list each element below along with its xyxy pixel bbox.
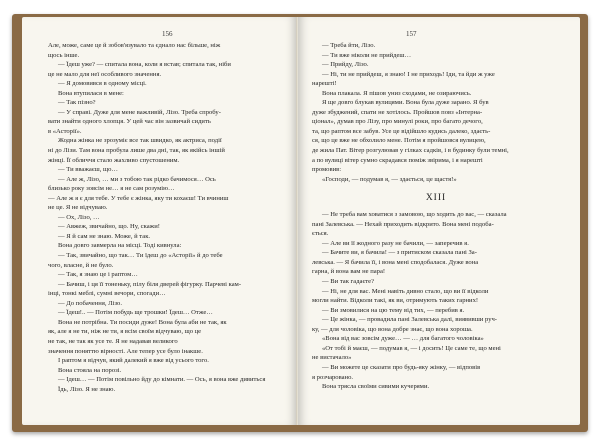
- text-line: — До побачення, Лізо.: [58, 299, 122, 307]
- text-line: близько року зовсім не… я не сам розумію…: [48, 185, 175, 193]
- text-line: ку, — для чоловіка, що вона добре знає, що вона хороша.: [312, 325, 473, 333]
- text-line: Я ще довго блукав вулицями. Вона була дуже зарано. Я був: [322, 99, 489, 107]
- text-line: «Вона від вас зовсім дуже… — … для багатого чоловіка»: [322, 335, 484, 343]
- text-line: пані Залевська. — Нехай приходить відкрито. Вона мені подоба-: [312, 220, 494, 228]
- text-line: — Ви так гадаєте?: [322, 278, 375, 286]
- text-line: Вона трясла своїми сивими кучерями.: [322, 383, 430, 391]
- page-number-right: 157: [406, 30, 417, 38]
- text-line: — Ти вважаєш, що…: [58, 166, 119, 174]
- text-line: — Їдеш уже? — спитала вона, коли я встав; спитала так, ніби: [58, 61, 231, 69]
- text-line: — Так, звичайно, що так… Ти їдеш до «Асторії» й до тебе: [58, 252, 223, 260]
- text-line: Вона втупилася в мене:: [58, 89, 124, 97]
- right-page-text-bottom: [312, 210, 560, 391]
- text-line: — У справі. Дуже для мене важливій, Лізо. Треба спробу-: [58, 108, 221, 116]
- text-line: ся, що це вже не обхолило мене. Потім я пройшовся вулицею,: [312, 137, 486, 145]
- text-line: — Бачите ви, я бачила! — з притиском сказала пані За-: [322, 249, 477, 257]
- text-line: Але, може, саме це й зобов'язувало та єднало нас більше, ніж: [48, 42, 221, 49]
- text-line: — Ні, ти не прийдеш, я знаю! І не приходь! Іди, та йди ж уже: [322, 70, 495, 78]
- text-line: — Це жінка, — провадила пані Залевська далі, виявивши руч-: [322, 316, 498, 324]
- text-line: — Ти вже ніколи не прийдеш…: [322, 51, 412, 59]
- text-line: — Їдеш!.. — Потім побудь ще трошки! Їдеш… Отже…: [58, 309, 213, 317]
- text-line: значення поняттю вірності. Але тепер усе було інакше.: [48, 347, 203, 355]
- text-line: Жодна жінка не зрозуміє все так швидко, як актриса, події: [58, 137, 222, 145]
- left-page-text: [48, 41, 287, 394]
- right-page-text-top: [312, 41, 560, 184]
- text-line: — Авжеж, звичайно, що. Ну, скажи!: [58, 223, 160, 231]
- text-line: не це. Я не відчуваю.: [48, 204, 108, 212]
- text-line: — Але ви її жодного разу не бачили, — заперечив я.: [322, 239, 469, 247]
- text-line: ціонал», думав про Лізу, про минулі роки, про багато дечого,: [312, 118, 483, 126]
- text-line: — Бачиш, і ця її тоненьку, пілу біля дверей фігурку. Парчеві кам-: [58, 280, 242, 288]
- text-line: чого, власне, й не було.: [48, 261, 114, 269]
- text-line: Вона не потрібна. Ти посиди дуже! Вона була аби не так, як: [58, 318, 227, 326]
- text-line: — Але ж, Лізо, … ми з тобою так рідко бачимося… Ось: [58, 175, 216, 183]
- text-line: — Треба йти, Лізо.: [322, 42, 376, 49]
- text-line: ється.: [312, 230, 329, 238]
- text-line: не вистачало»: [312, 354, 352, 362]
- text-line: — Ні, не для вас. Мені навіть дивно стало, що ви її відколи: [322, 287, 489, 295]
- text-line: Вона довго завмерла на місці. Тоді кивнула:: [58, 242, 182, 250]
- text-line: могли найти. Відколи такі, як ви, отримують таких гарних!: [312, 297, 479, 305]
- text-line: — Ідеш… — Потім повільно йду до кімнати. — Ось, я вона вже дивиться: [58, 376, 266, 384]
- chapter-heading: XIII: [425, 193, 447, 204]
- text-line: нарешті!: [312, 80, 337, 88]
- page-number-left: 156: [162, 30, 173, 38]
- text-line: промовив:: [312, 166, 342, 174]
- text-line: щось інше.: [48, 51, 80, 59]
- text-line: — Ох, Лізо, …: [58, 213, 100, 221]
- text-line: Вона стояла на порозі.: [58, 366, 122, 374]
- text-line: — Прийду, Лізо.: [322, 61, 369, 69]
- text-line: це не мало для неї особливого значення.: [48, 70, 162, 78]
- text-line: — Не треба вам ховатися з замовою, що ходить до вас, — сказала: [322, 211, 507, 219]
- text-line: я розчаровано.: [312, 373, 354, 381]
- text-line: гарна, й вона вам не пара!: [312, 268, 386, 276]
- text-line: — Але ж я є для тебе. У тебе є жінка, яку ти кохаєш! Ти вчиниш: [48, 194, 229, 202]
- text-line: — Так пізно?: [58, 99, 96, 107]
- text-line: — Так, я знаю це і раптом…: [58, 271, 138, 279]
- text-line: І раптом я відчув, який далекий я вже від усього того.: [58, 357, 209, 365]
- text-line: вати знайти одного хлопця. У цей час він зазвичай сидить: [48, 118, 211, 126]
- text-line: Вона плакала. Я пішов униз сходами, не озираючись.: [322, 89, 472, 97]
- left-page: [22, 17, 297, 425]
- text-line: — Я й сам не знаю. Може, й так.: [58, 232, 151, 240]
- text-line: не так, не так як усе те. Я не надавав великого: [48, 337, 178, 345]
- right-page: [298, 17, 580, 425]
- text-line: левська. — Я бачила її, і вона мені сподобалася. Дуже вона: [312, 258, 479, 266]
- text-line: в «Асторії».: [48, 127, 82, 135]
- text-line: як, але я не ти, ніж не ти, я всім своїм відчуваю, що це: [48, 328, 202, 336]
- text-line: а по вулиці вітер сумно скрадався поміж звірима, і я нарешті: [312, 156, 483, 164]
- text-line: жінці. Її обличчя стало жахливо спустошеним.: [48, 156, 180, 164]
- text-line: дуже збуджений, спати не хотілось. Пройшов повз «Інтерна-: [312, 108, 483, 116]
- text-line: «Господи, — подумав я, — здається, це щастя!»: [322, 175, 457, 183]
- text-line: де жила Пат. Вітер розгулював у гілках садків, і в будинку були темні,: [312, 147, 509, 155]
- text-line: — Я домовився в одному місці.: [58, 80, 147, 88]
- text-line: інці, тонкі меблі, сумні вечори, спогади…: [48, 290, 166, 298]
- text-line: — Ви можете це сказати про будь-яку жінку, — відповів: [322, 363, 481, 371]
- text-line: — Ви змовилися на цю тему від тих, — перебив я.: [322, 306, 465, 314]
- text-line: ні до Лізи. Там вона пробула лише два дні, так, як якійсь іншій: [48, 147, 225, 155]
- text-line: Їдь, Лізо. Я не знаю.: [58, 385, 116, 393]
- text-line: та, що раптом все забув. Усе це відійшло кудись далеко, здаєть-: [312, 127, 491, 135]
- text-line: «От тобі й маєш, — подумав я, — і досить! Це саме те, що мені: [322, 344, 501, 352]
